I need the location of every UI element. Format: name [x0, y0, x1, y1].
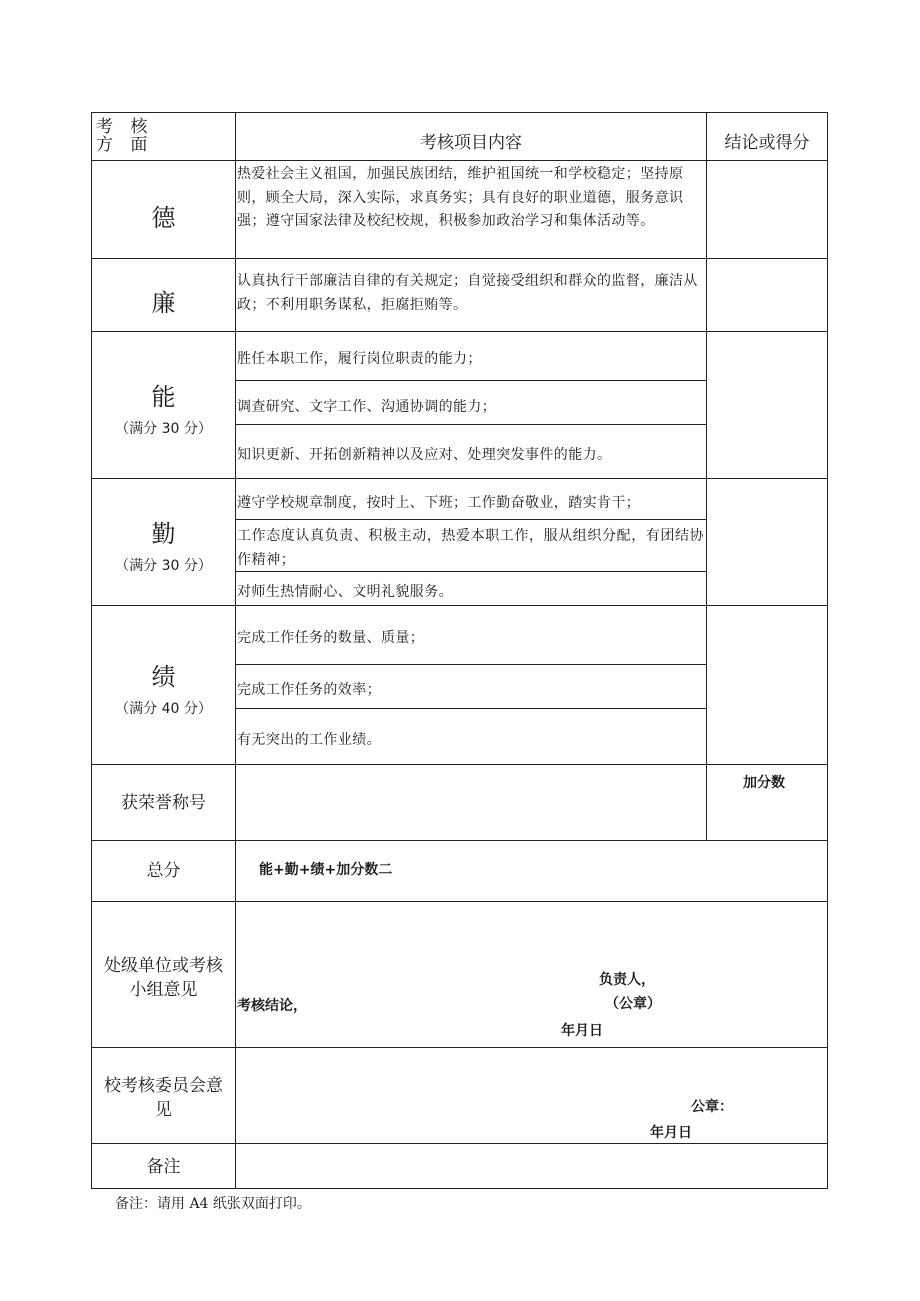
row-divider [91, 605, 827, 606]
ji-item-1: 完成工作任务的数量、质量； [237, 630, 425, 646]
subrow-divider [235, 708, 706, 709]
dept-opinion-label: 处级单位或考核小组意见 [104, 956, 223, 1000]
aspect-ji-label: 绩 [151, 663, 176, 691]
row-divider [91, 160, 827, 161]
table-left-border [91, 112, 92, 1189]
subrow-divider [235, 664, 706, 665]
header-aspect-line1: 考 核 [96, 117, 154, 137]
aspect-de-label: 德 [151, 204, 176, 232]
header-aspect [96, 118, 153, 154]
total-formula: 能+勤+绩+加分数二 [259, 862, 393, 878]
row-divider [91, 901, 827, 902]
qin-item-2: 工作态度认真负责、积极主动，热爱本职工作，服从组织分配，有团结协作精神； [237, 528, 705, 568]
committee-date: 年月日 [650, 1125, 692, 1141]
dept-responsible: 负责人， [599, 972, 655, 988]
subrow-divider [235, 519, 706, 520]
neng-item-2: 调查研究、文字工作、沟通协调的能力； [237, 399, 497, 415]
honor-label: 获荣誉称号 [121, 793, 206, 813]
neng-item-3: 知识更新、开拓创新精神以及应对、处理突发事件的能力。 [237, 447, 612, 463]
dept-conclusion: 考核结论， [237, 998, 307, 1014]
subrow-divider [235, 380, 706, 381]
subrow-divider [235, 424, 706, 425]
remark-label: 备注 [146, 1157, 181, 1177]
footnote: 备注：请用 A4 纸张双面打印。 [115, 1196, 311, 1212]
neng-item-1: 胜任本职工作，履行岗位职责的能力； [237, 351, 482, 367]
table-bottom-border [91, 1188, 827, 1189]
header-result: 结论或得分 [724, 133, 810, 153]
row-divider [91, 478, 827, 479]
row-divider [91, 258, 827, 259]
header-content: 考核项目内容 [420, 133, 522, 153]
table-right-border [827, 112, 828, 1189]
row-divider [91, 1047, 827, 1048]
ji-item-2: 完成工作任务的效率； [237, 682, 381, 698]
dept-seal: （公章） [605, 996, 661, 1012]
row-divider [91, 840, 827, 841]
committee-seal: 公章： [691, 1099, 733, 1115]
ji-item-3: 有无突出的工作业绩。 [237, 732, 381, 748]
aspect-qin-label: 勤 [151, 520, 176, 548]
row-divider [91, 764, 827, 765]
total-label: 总分 [146, 861, 181, 881]
aspect-de-text: 热爱社会主义祖国，加强民族团结，维护祖国统一和学校稳定；坚持原则，顾全大局，深入实际，求真务实；具有良好的职业道德，服务意识强；遵守国家法律及校纪校规，积极参加政治学习和集体活动等。 [237, 166, 684, 229]
table-top-border [91, 112, 827, 113]
aspect-lian-label: 廉 [151, 289, 176, 317]
dept-date: 年月日 [561, 1023, 603, 1039]
header-aspect-line2: 方 面 [96, 135, 154, 155]
qin-item-1: 遵守学校规章制度，按时上、下班；工作勤奋敬业，踏实肯干； [237, 495, 641, 511]
row-divider [91, 331, 827, 332]
row-divider [91, 1143, 827, 1144]
qin-item-3: 对师生热情耐心、文明礼貌服务。 [237, 584, 453, 600]
committee-opinion-label: 校考核委员会意见 [104, 1076, 223, 1120]
aspect-neng-score: （满分 30 分） [115, 421, 212, 437]
aspect-ji-score: （满分 40 分） [115, 701, 212, 717]
column-divider [706, 112, 707, 840]
column-divider [235, 112, 236, 1189]
bonus-label: 加分数 [743, 775, 785, 791]
aspect-neng-label: 能 [151, 383, 176, 411]
aspect-qin-score: （满分 30 分） [115, 558, 212, 574]
aspect-lian-text: 认真执行干部廉洁自律的有关规定；自觉接受组织和群众的监督，廉洁从政；不利用职务谋私，拒腐拒贿等。 [237, 273, 698, 313]
